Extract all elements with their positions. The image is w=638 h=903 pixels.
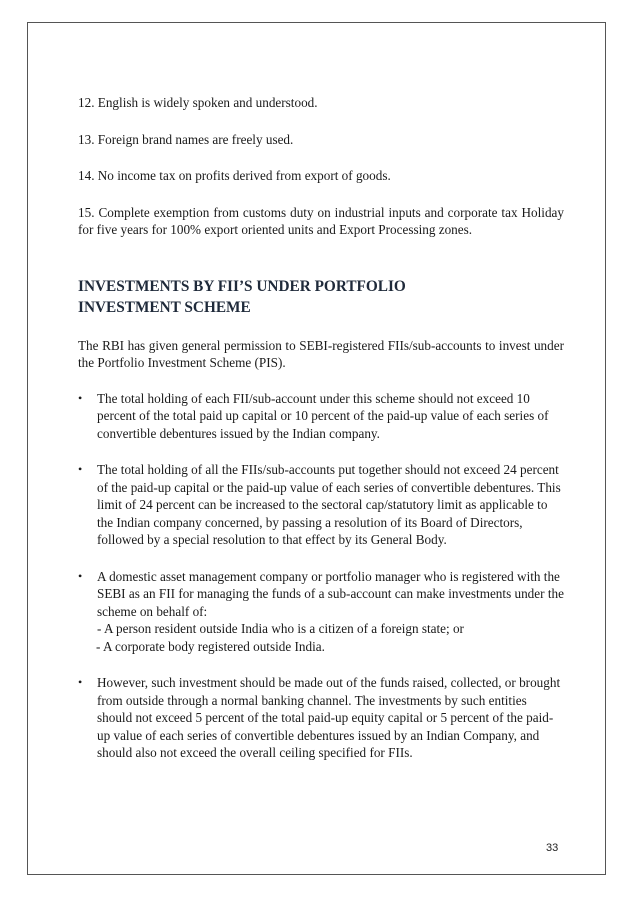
section-heading-line1: INVESTMENTS BY FII’S UNDER PORTFOLIO: [78, 277, 406, 295]
bullet-text: However, such investment should be made out of the funds raised, collected, or brought from outside through a normal banking channel. The investments by such entities should not exceed 5 percent of the total paid-up equity capital or 5 percent of the paid-up value of each series of convertible debentures issued by an Indian Company, and should also not exceed the overall ceiling specified for FIIs.: [97, 675, 561, 760]
bullet-text: The total holding of each FII/sub-account under this scheme should not exceed 10 percent of the total paid up capital or 10 percent of the paid-up value of each series of convertible debentures issued by the Indian company.: [97, 390, 549, 441]
section-heading: [78, 276, 564, 318]
list-item-13: 13. Foreign brand names are freely used.: [78, 131, 294, 147]
section-heading-line2: INVESTMENT SCHEME: [78, 298, 251, 316]
bullet-icon: •: [78, 390, 83, 405]
bullet-text: The total holding of all the FIIs/sub-accounts put together should not exceed 24 percent of the paid-up capital or the paid-up value of each series of convertible debentures. This limit of 24 percent can be increased to the sectoral cap/statutory limit as applicable to the Indian company concerned, by passing a resolution of its Board of Directors, followed by a special resolution to that effect by its General Body.: [97, 462, 561, 547]
bullet-item-1: [78, 390, 564, 443]
bullet-item-2: [78, 461, 564, 549]
bullet-icon: •: [78, 568, 83, 583]
bullet-sub-line-2: - A corporate body registered outside India.: [96, 638, 325, 654]
list-item-15: 15. Complete exemption from customs duty on industrial inputs and corporate tax Holiday for five years for 100% export oriented units and Export Processing zones.: [78, 204, 564, 237]
page-number: 33: [546, 842, 559, 854]
document-body: [78, 94, 564, 781]
bullet-text: A domestic asset management company or portfolio manager who is registered with the SEBI as an FII for managing the funds of a sub-account can make investments under the scheme on behalf of:: [97, 568, 564, 619]
bullet-item-4: [78, 674, 564, 762]
bullet-item-3: [78, 568, 564, 656]
section-intro: The RBI has given general permission to SEBI-registered FIIs/sub-accounts to invest under the Portfolio Investment Scheme (PIS).: [78, 337, 564, 370]
bullet-icon: •: [78, 675, 83, 689]
bullet-list: [78, 390, 564, 762]
list-item-14: 14. No income tax on profits derived from export of goods.: [78, 168, 391, 183]
list-item-12: 12. English is widely spoken and understood.: [78, 95, 318, 110]
bullet-sub-line-1: - A person resident outside India who is a citizen of a foreign state; or: [97, 621, 464, 636]
bullet-icon: •: [78, 462, 83, 476]
